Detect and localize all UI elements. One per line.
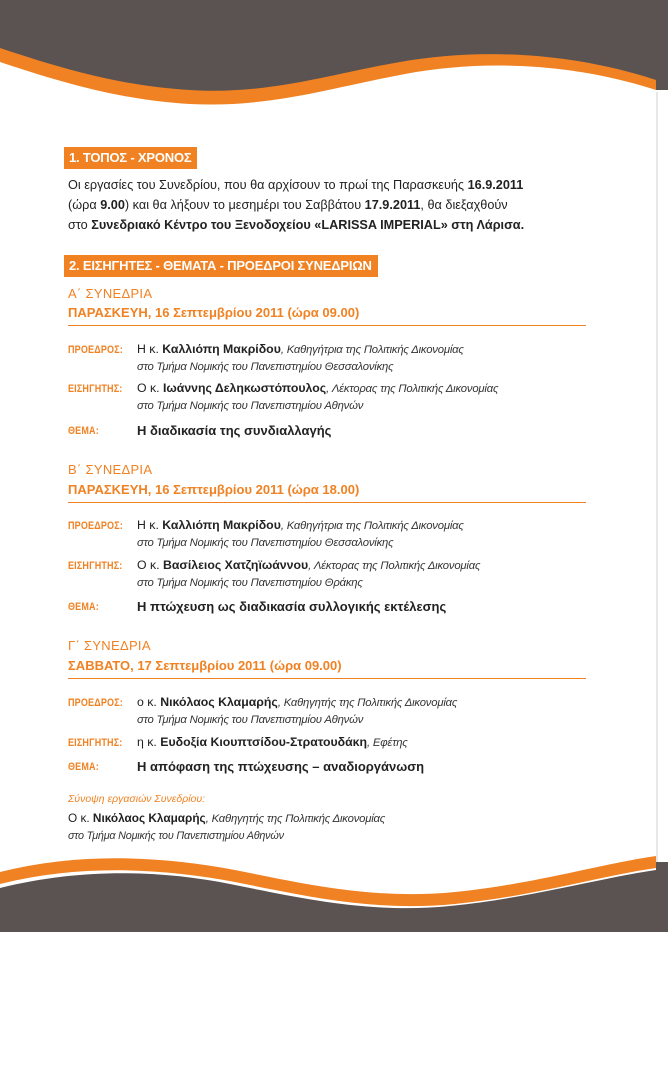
session-b-topic-label: ΘΕΜΑ:	[68, 601, 99, 613]
prefix: Η κ.	[137, 518, 163, 532]
summary-name: Νικόλαος Κλαμαρής	[92, 811, 206, 825]
speaker-name: Ιωάννης Δεληκωστόπουλος	[162, 381, 327, 395]
prefix: Ο κ.	[68, 811, 93, 825]
session-a-speaker	[137, 381, 498, 395]
session-c-topic-label: ΘΕΜΑ:	[68, 761, 99, 773]
session-b-chair	[137, 518, 464, 532]
text: Οι εργασίες του Συνεδρίου, που θα αρχίσουν το πρωί της Παρασκευής	[68, 178, 468, 192]
session-a-speaker-affiliation: στο Τμήμα Νομικής του Πανεπιστημίου Αθηνών	[137, 400, 364, 412]
footer-right-strip	[656, 862, 668, 932]
session-b-speaker-label: ΕΙΣΗΓΗΤΗΣ:	[68, 560, 123, 572]
session-b-chair-affiliation: στο Τμήμα Νομικής του Πανεπιστημίου Θεσσαλονίκης	[137, 537, 394, 549]
session-a-topic-label: ΘΕΜΑ:	[68, 425, 99, 437]
prefix: Η κ.	[137, 342, 163, 356]
section1-paragraph-line1	[68, 175, 523, 196]
session-c-speaker-label: ΕΙΣΗΓΗΤΗΣ:	[68, 737, 123, 749]
speaker-name: Ευδοξία Κιουπτσίδου-Στρατουδάκη	[160, 735, 368, 749]
summary-role: , Καθηγητής της Πολιτικής Δικονομίας	[205, 813, 386, 825]
prefix: η κ.	[137, 735, 161, 749]
header-right-strip	[656, 0, 668, 98]
speaker-name: Βασίλειος Χατζηϊωάννου	[162, 558, 309, 572]
session-a-title: Α΄ ΣΥΝΕΔΡΙΑ	[68, 286, 153, 301]
section1-heading: 1. ΤΟΠΟΣ - ΧΡΟΝΟΣ	[64, 147, 197, 169]
start-date: 16.9.2011	[467, 178, 524, 192]
prefix: Ο κ.	[137, 381, 163, 395]
prefix: Ο κ.	[137, 558, 163, 572]
session-b-chair-label: ΠΡΟΕΔΡΟΣ:	[68, 520, 123, 532]
session-a-divider	[68, 325, 586, 326]
session-b-date: ΠΑΡΑΣΚΕΥΗ, 16 Σεπτεμβρίου 2011 (ώρα 18.00)	[68, 482, 360, 497]
chair-role: , Καθηγήτρια της Πολιτικής Δικονομίας	[280, 520, 464, 532]
summary-affiliation: στο Τμήμα Νομικής του Πανεπιστημίου Αθηνών	[68, 830, 284, 842]
session-b-speaker	[137, 558, 480, 572]
session-b-speaker-affiliation: στο Τμήμα Νομικής του Πανεπιστημίου Θράκης	[137, 577, 363, 589]
session-a-speaker-label: ΕΙΣΗΓΗΤΗΣ:	[68, 383, 123, 395]
section1-paragraph-line2	[68, 195, 508, 216]
chair-name: Καλλιόπη Μακρίδου	[162, 342, 281, 356]
chair-role: , Καθηγητής της Πολιτικής Δικονομίας	[277, 697, 458, 709]
prefix: ο κ.	[137, 695, 161, 709]
chair-name: Νικόλαος Κλαμαρής	[160, 695, 278, 709]
session-a-chair	[137, 342, 464, 356]
session-c-topic: Η απόφαση της πτώχευσης – αναδιοργάνωση	[137, 759, 425, 774]
session-b-title: Β΄ ΣΥΝΕΔΡΙΑ	[68, 462, 153, 477]
speaker-role: , Λέκτορας της Πολιτικής Δικονομίας	[308, 560, 481, 572]
section2-heading: 2. ΕΙΣΗΓΗΤΕΣ - ΘΕΜΑΤΑ - ΠΡΟΕΔΡΟΙ ΣΥΝΕΔΡΙΩΝ	[64, 255, 378, 277]
chair-role: , Καθηγήτρια της Πολιτικής Δικονομίας	[280, 344, 464, 356]
session-c-title: Γ΄ ΣΥΝΕΔΡΙΑ	[68, 638, 151, 653]
section1-paragraph-line3	[68, 215, 524, 236]
text: στο	[68, 218, 92, 232]
session-c-date: ΣΑΒΒΑΤΟ, 17 Σεπτεμβρίου 2011 (ώρα 09.00)	[68, 658, 342, 673]
session-c-chair-label: ΠΡΟΕΔΡΟΣ:	[68, 697, 123, 709]
session-c-divider	[68, 678, 586, 679]
session-a-chair-label: ΠΡΟΕΔΡΟΣ:	[68, 344, 123, 356]
start-time: 9.00	[100, 198, 125, 212]
session-c-chair	[137, 695, 457, 709]
summary-heading: Σύνοψη εργασιών Συνεδρίου:	[68, 793, 206, 805]
speaker-role: , Λέκτορας της Πολιτικής Δικονομίας	[326, 383, 499, 395]
text: ) και θα λήξουν το μεσημέρι του Σαββάτου	[124, 198, 365, 212]
end-date: 17.9.2011	[364, 198, 421, 212]
session-a-date: ΠΑΡΑΣΚΕΥΗ, 16 Σεπτεμβρίου 2011 (ώρα 09.00)	[68, 305, 360, 320]
right-edge-strip	[656, 90, 668, 932]
session-a-topic: Η διαδικασία της συνδιαλλαγής	[137, 423, 332, 438]
speaker-role: , Εφέτης	[367, 737, 408, 749]
text: , θα διεξαχθούν	[420, 198, 508, 212]
session-c-speaker	[137, 735, 408, 749]
session-c-chair-affiliation: στο Τμήμα Νομικής του Πανεπιστημίου Αθηνών	[137, 714, 364, 726]
venue: Συνεδριακό Κέντρο του Ξενοδοχείου «LARISSA IMPERIAL» στη Λάρισα.	[91, 218, 525, 232]
text: (ώρα	[68, 198, 101, 212]
session-b-topic: Η πτώχευση ως διαδικασία συλλογικής εκτέλεσης	[137, 599, 447, 614]
session-a-chair-affiliation: στο Τμήμα Νομικής του Πανεπιστημίου Θεσσαλονίκης	[137, 361, 394, 373]
session-b-divider	[68, 502, 586, 503]
chair-name: Καλλιόπη Μακρίδου	[162, 518, 281, 532]
summary-speaker	[68, 811, 385, 825]
